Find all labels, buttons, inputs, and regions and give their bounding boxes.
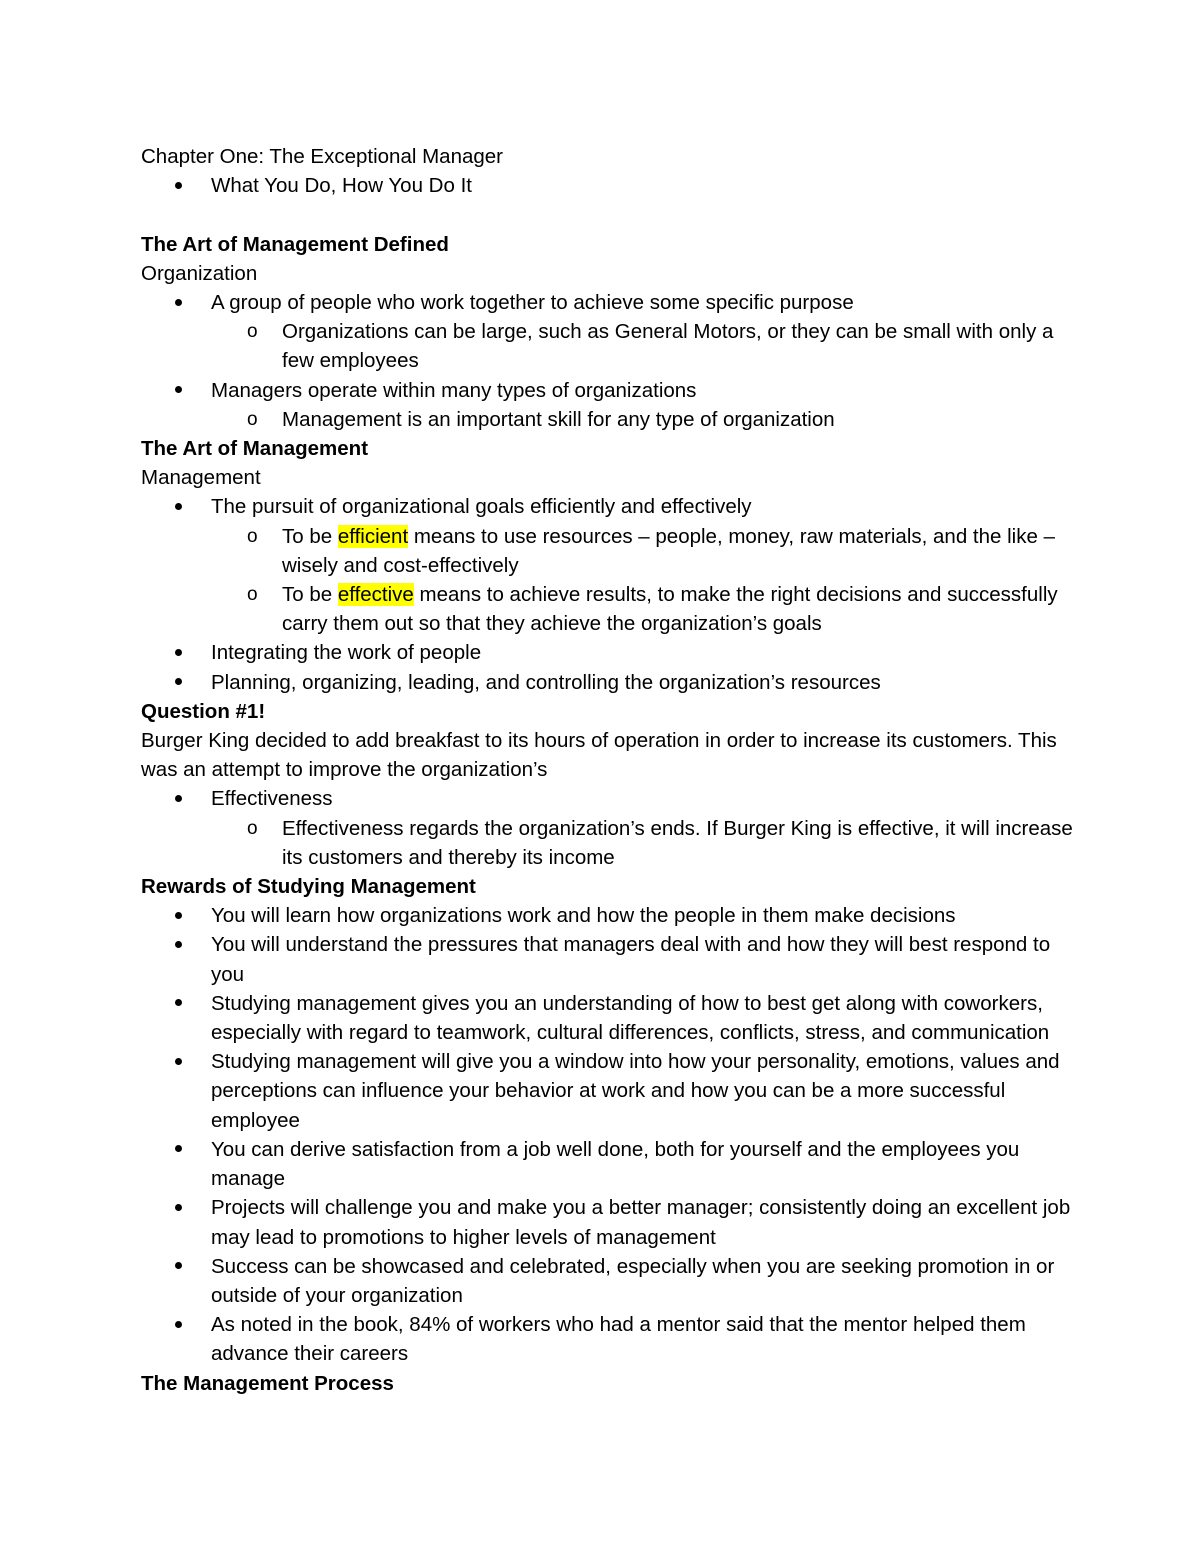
- circle-bullet-icon: o: [247, 408, 258, 430]
- list-item-text: You will understand the pressures that managers deal with and how they will best respond to you: [211, 933, 1051, 986]
- list-item-text: Effectiveness regards the organization’s ends. If Burger King is effective, it will increase its customers and thereby its income: [282, 816, 1073, 869]
- list-item: [141, 1135, 1081, 1193]
- text-run: To be: [282, 524, 338, 548]
- list-item-text: Studying management will give you a window into how your personality, emotions, values and perceptions can influence your behavior at work and how you can be a more successful employee: [211, 1050, 1060, 1132]
- term-label: Organization: [141, 261, 258, 285]
- text-run: means to achieve results, to make the right decisions and successfully carry them out so that they achieve the organization’s goals: [282, 583, 1058, 636]
- bullet-icon: [175, 668, 187, 697]
- list-item: [141, 1252, 1081, 1310]
- list-item: [141, 989, 1081, 1047]
- text-run: means to use resources – people, money, raw materials, and the like – wisely and cost-effectively: [282, 524, 1055, 577]
- bullet-icon: [175, 1193, 187, 1222]
- list-item: [141, 901, 1081, 930]
- list-item: [141, 288, 1081, 317]
- list-item-text: Effectiveness: [211, 787, 333, 811]
- list-item-text: Integrating the work of people: [211, 641, 482, 665]
- list-item: [141, 668, 1081, 697]
- highlighted-term: efficient: [337, 524, 409, 548]
- spacer: [141, 200, 1081, 229]
- sub-list-item: [141, 522, 1081, 580]
- document-body: [141, 142, 1081, 1398]
- list-item-text: As noted in the book, 84% of workers who had a mentor said that the mentor helped them advance their careers: [211, 1313, 1026, 1366]
- circle-bullet-icon: o: [247, 321, 258, 343]
- list-item: [141, 1047, 1081, 1135]
- bullet-icon: [175, 1252, 187, 1281]
- sub-list-item: [141, 580, 1081, 638]
- section-heading: The Art of Management: [141, 437, 369, 461]
- sub-list-item: [141, 814, 1081, 872]
- bullet-icon: [175, 1047, 187, 1076]
- list-item: [141, 638, 1081, 667]
- bullet-icon: [175, 930, 187, 959]
- circle-bullet-icon: o: [247, 525, 258, 547]
- bullet-icon: [175, 901, 187, 930]
- list-item: [141, 784, 1081, 813]
- list-item-text: What You Do, How You Do It: [211, 174, 472, 198]
- bullet-icon: [175, 492, 187, 521]
- list-item: [141, 492, 1081, 521]
- bullet-icon: [175, 376, 187, 405]
- list-item-text: Planning, organizing, leading, and controlling the organization’s resources: [211, 670, 881, 694]
- term-label: Management: [141, 466, 261, 490]
- list-item-text: Management is an important skill for any type of organization: [282, 407, 835, 431]
- list-item-text: A group of people who work together to achieve some specific purpose: [211, 291, 854, 314]
- bullet-icon: [175, 784, 187, 813]
- list-item: [141, 171, 1081, 200]
- list-item-text: Organizations can be large, such as General Motors, or they can be small with only a few employees: [282, 320, 1054, 373]
- question-text: Burger King decided to add breakfast to its hours of operation in order to increase its customers. This was an attempt to improve the organization’s: [141, 729, 1057, 782]
- list-item-text: Managers operate within many types of organizations: [211, 378, 697, 402]
- circle-bullet-icon: o: [247, 584, 258, 606]
- bullet-icon: [175, 171, 187, 200]
- section-heading: The Management Process: [141, 1371, 394, 1395]
- list-item-text: [282, 525, 1055, 577]
- list-item: [141, 930, 1081, 988]
- list-item-text: You will learn how organizations work and how the people in them make decisions: [211, 904, 956, 928]
- bullet-icon: [175, 288, 187, 317]
- highlighted-term: effective: [337, 583, 414, 607]
- sub-list-item: [141, 405, 1081, 434]
- circle-bullet-icon: o: [247, 817, 258, 839]
- section-heading: Rewards of Studying Management: [141, 875, 476, 899]
- text-run: To be: [282, 583, 338, 607]
- sub-list-item: [141, 317, 1081, 375]
- list-item-text: [282, 583, 1058, 635]
- chapter-title: Chapter One: The Exceptional Manager: [141, 145, 504, 168]
- list-item: [141, 1310, 1081, 1368]
- bullet-icon: [175, 1310, 187, 1339]
- list-item: [141, 1193, 1081, 1251]
- list-item-text: The pursuit of organizational goals efficiently and effectively: [211, 495, 752, 519]
- list-item-text: Success can be showcased and celebrated, especially when you are seeking promotion in or outside of your organization: [211, 1254, 1055, 1307]
- list-item: [141, 376, 1081, 405]
- list-item-text: Studying management gives you an understanding of how to best get along with coworkers, especially with regard to teamwork, cultural differences, conflicts, stress, and communication: [211, 991, 1050, 1045]
- question-heading: Question #1!: [141, 699, 266, 723]
- list-item-text: You can derive satisfaction from a job well done, both for yourself and the employees you manage: [211, 1137, 1020, 1191]
- bullet-icon: [175, 1135, 187, 1164]
- bullet-icon: [175, 638, 187, 667]
- list-item-text: Projects will challenge you and make you a better manager; consistently doing an excellent job may lead to promotions to higher levels of management: [211, 1196, 1071, 1249]
- section-heading: The Art of Management Defined: [141, 232, 449, 256]
- bullet-icon: [175, 989, 187, 1018]
